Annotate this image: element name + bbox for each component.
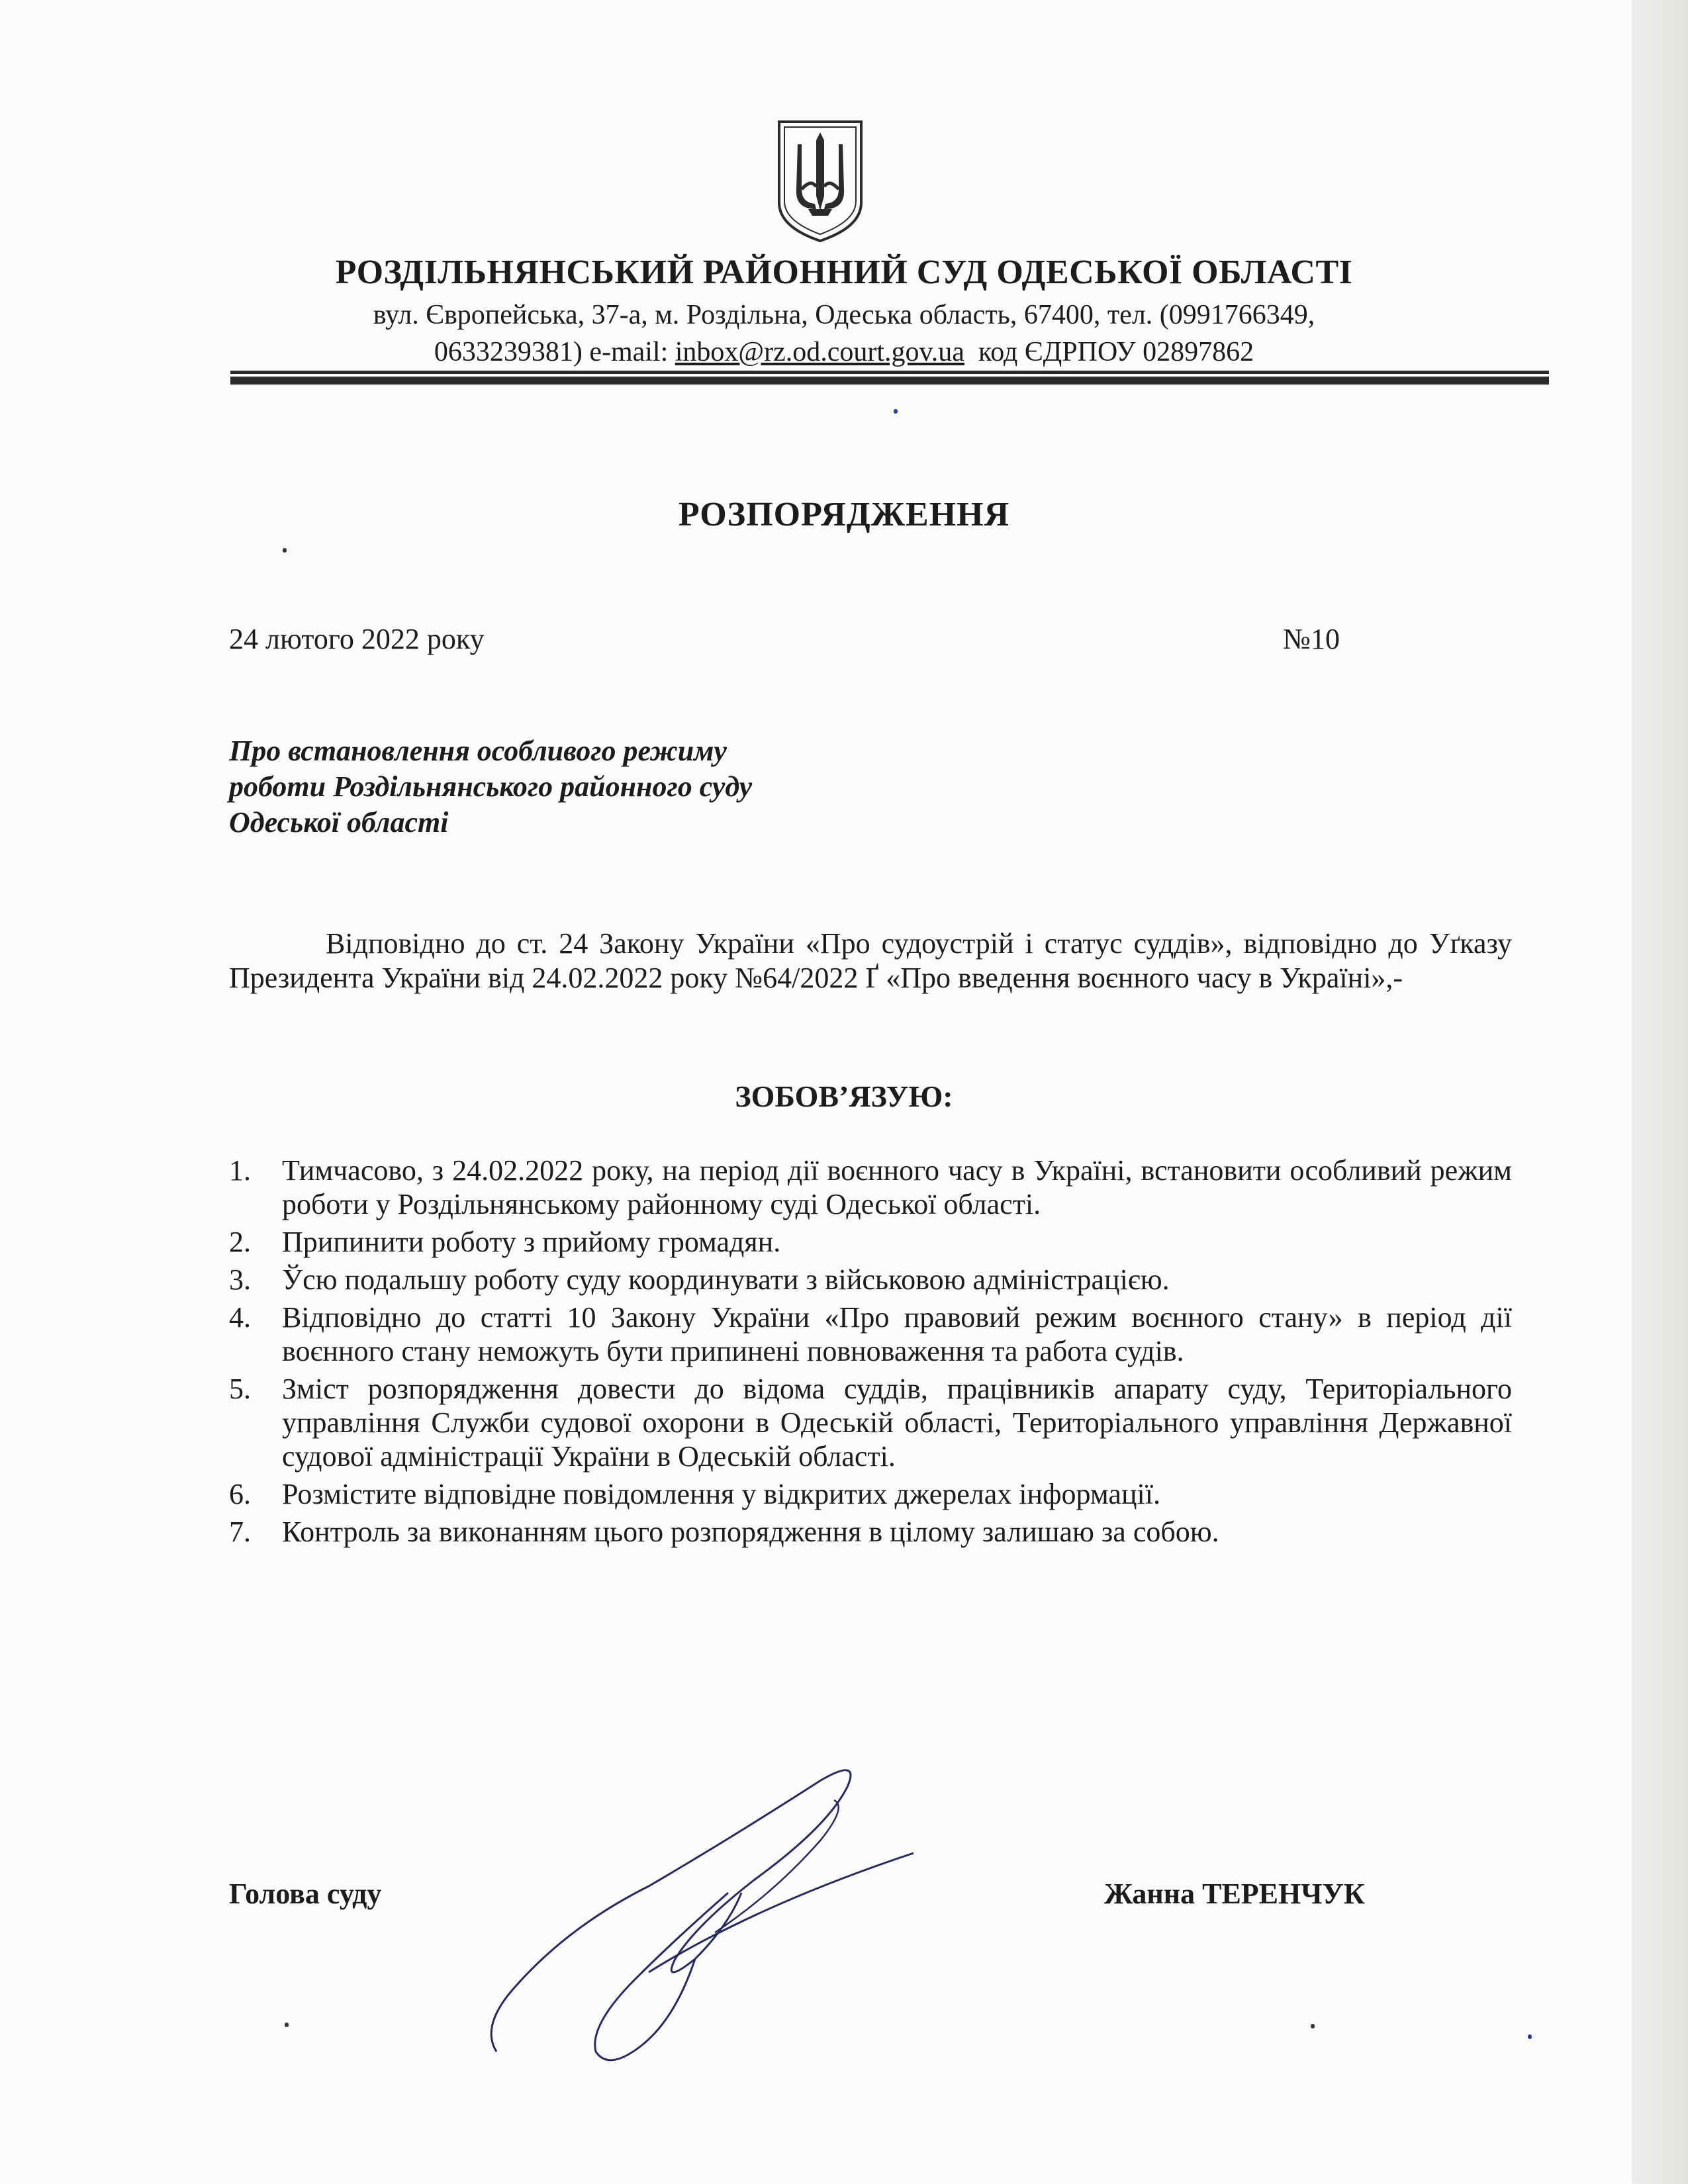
handwritten-signature-icon [477, 1760, 953, 2071]
email-link[interactable]: inbox@rz.od.court.gov.ua [675, 337, 964, 367]
scan-speck [1528, 2034, 1532, 2039]
document-subject [229, 733, 752, 841]
item-text: Припинити роботу з прийому громадян. [282, 1226, 781, 1258]
item-text: Відповідно до статті 10 Закону України «Про правовий режим воєнного стану» в період дії воєнного стану неможуть бути припинені повноваження та работа судів. [282, 1301, 1512, 1367]
coat-of-arms-icon [775, 118, 865, 244]
item-number: 4. [229, 1301, 251, 1334]
subject-line: Про встановлення особливого режиму [229, 735, 727, 767]
court-address-line-2 [0, 336, 1688, 368]
item-number: 7. [229, 1516, 251, 1548]
edrpou-code: код ЄДРПОУ 02897862 [964, 337, 1254, 367]
header-divider-thick [230, 377, 1549, 385]
subject-line: Одеської області [229, 806, 449, 839]
list-item [229, 1225, 1512, 1259]
item-text: Тимчасово, з 24.02.2022 року, на період дії воєнного часу в Україні, встановити особливий режим роботи у Роздільнянському районному суді Одеської області. [282, 1154, 1512, 1220]
scan-speck [1311, 2024, 1315, 2028]
subject-line: роботи Роздільнянського районного суду [229, 770, 753, 803]
document-title: РОЗПОРЯДЖЕННЯ [678, 496, 1010, 533]
list-item [229, 1154, 1512, 1221]
order-items-list [229, 1154, 1512, 1553]
court-name: РОЗДІЛЬНЯНСЬКИЙ РАЙОННИЙ СУД ОДЕСЬКОЇ ОБЛАСТІ [335, 253, 1353, 291]
scan-speck [285, 2023, 289, 2027]
header-divider-thin [230, 371, 1549, 374]
item-number: 5. [229, 1373, 251, 1405]
signatory-name: Жанна ТЕРЕНЧУК [1104, 1878, 1365, 1910]
list-item [229, 1263, 1512, 1297]
item-number: 3. [229, 1263, 251, 1296]
scan-speck [894, 409, 898, 414]
item-number: 6. [229, 1478, 251, 1510]
list-item [229, 1515, 1512, 1549]
item-text: Зміст розпорядження довести до відома суддів, працівників апарату суду, Територіального управління Служби судової охорони в Одеській області, Територіального управління Державної судової адміністрації України в Одеській області. [282, 1373, 1512, 1473]
document-date: 24 лютого 2022 року [229, 623, 485, 655]
item-number: 2. [229, 1226, 251, 1258]
list-item [229, 1372, 1512, 1473]
item-text: Розмістите відповідне повідомлення у відкритих джерелах інформації. [282, 1478, 1160, 1510]
list-item [229, 1477, 1512, 1511]
court-address-line-1: вул. Європейська, 37-а, м. Роздільна, Одеська область, 67400, тел. (0991766349, [373, 300, 1315, 330]
document-number: №10 [1283, 623, 1340, 655]
oblige-heading: ЗОБОВ’ЯЗУЮ: [735, 1079, 953, 1113]
scan-speck [283, 548, 287, 553]
address-contacts: 0633239381) e-mail: [434, 337, 675, 367]
signatory-role: Голова суду [229, 1878, 382, 1910]
list-item [229, 1300, 1512, 1368]
item-text: Ўсю подальшу роботу суду координувати з військовою адміністрацією. [282, 1263, 1170, 1296]
preamble-paragraph: Відповідно до ст. 24 Закону України «Про судоустрій і статус суддів», відповідно до Уґказу Президента України від 24.02.2022 року №64/2022 Ґ «Про введення воєнного часу в Україні»,- [229, 927, 1512, 994]
item-text: Контроль за виконанням цього розпорядження в цілому залишаю за собою. [282, 1516, 1219, 1548]
item-number: 1. [229, 1154, 251, 1187]
